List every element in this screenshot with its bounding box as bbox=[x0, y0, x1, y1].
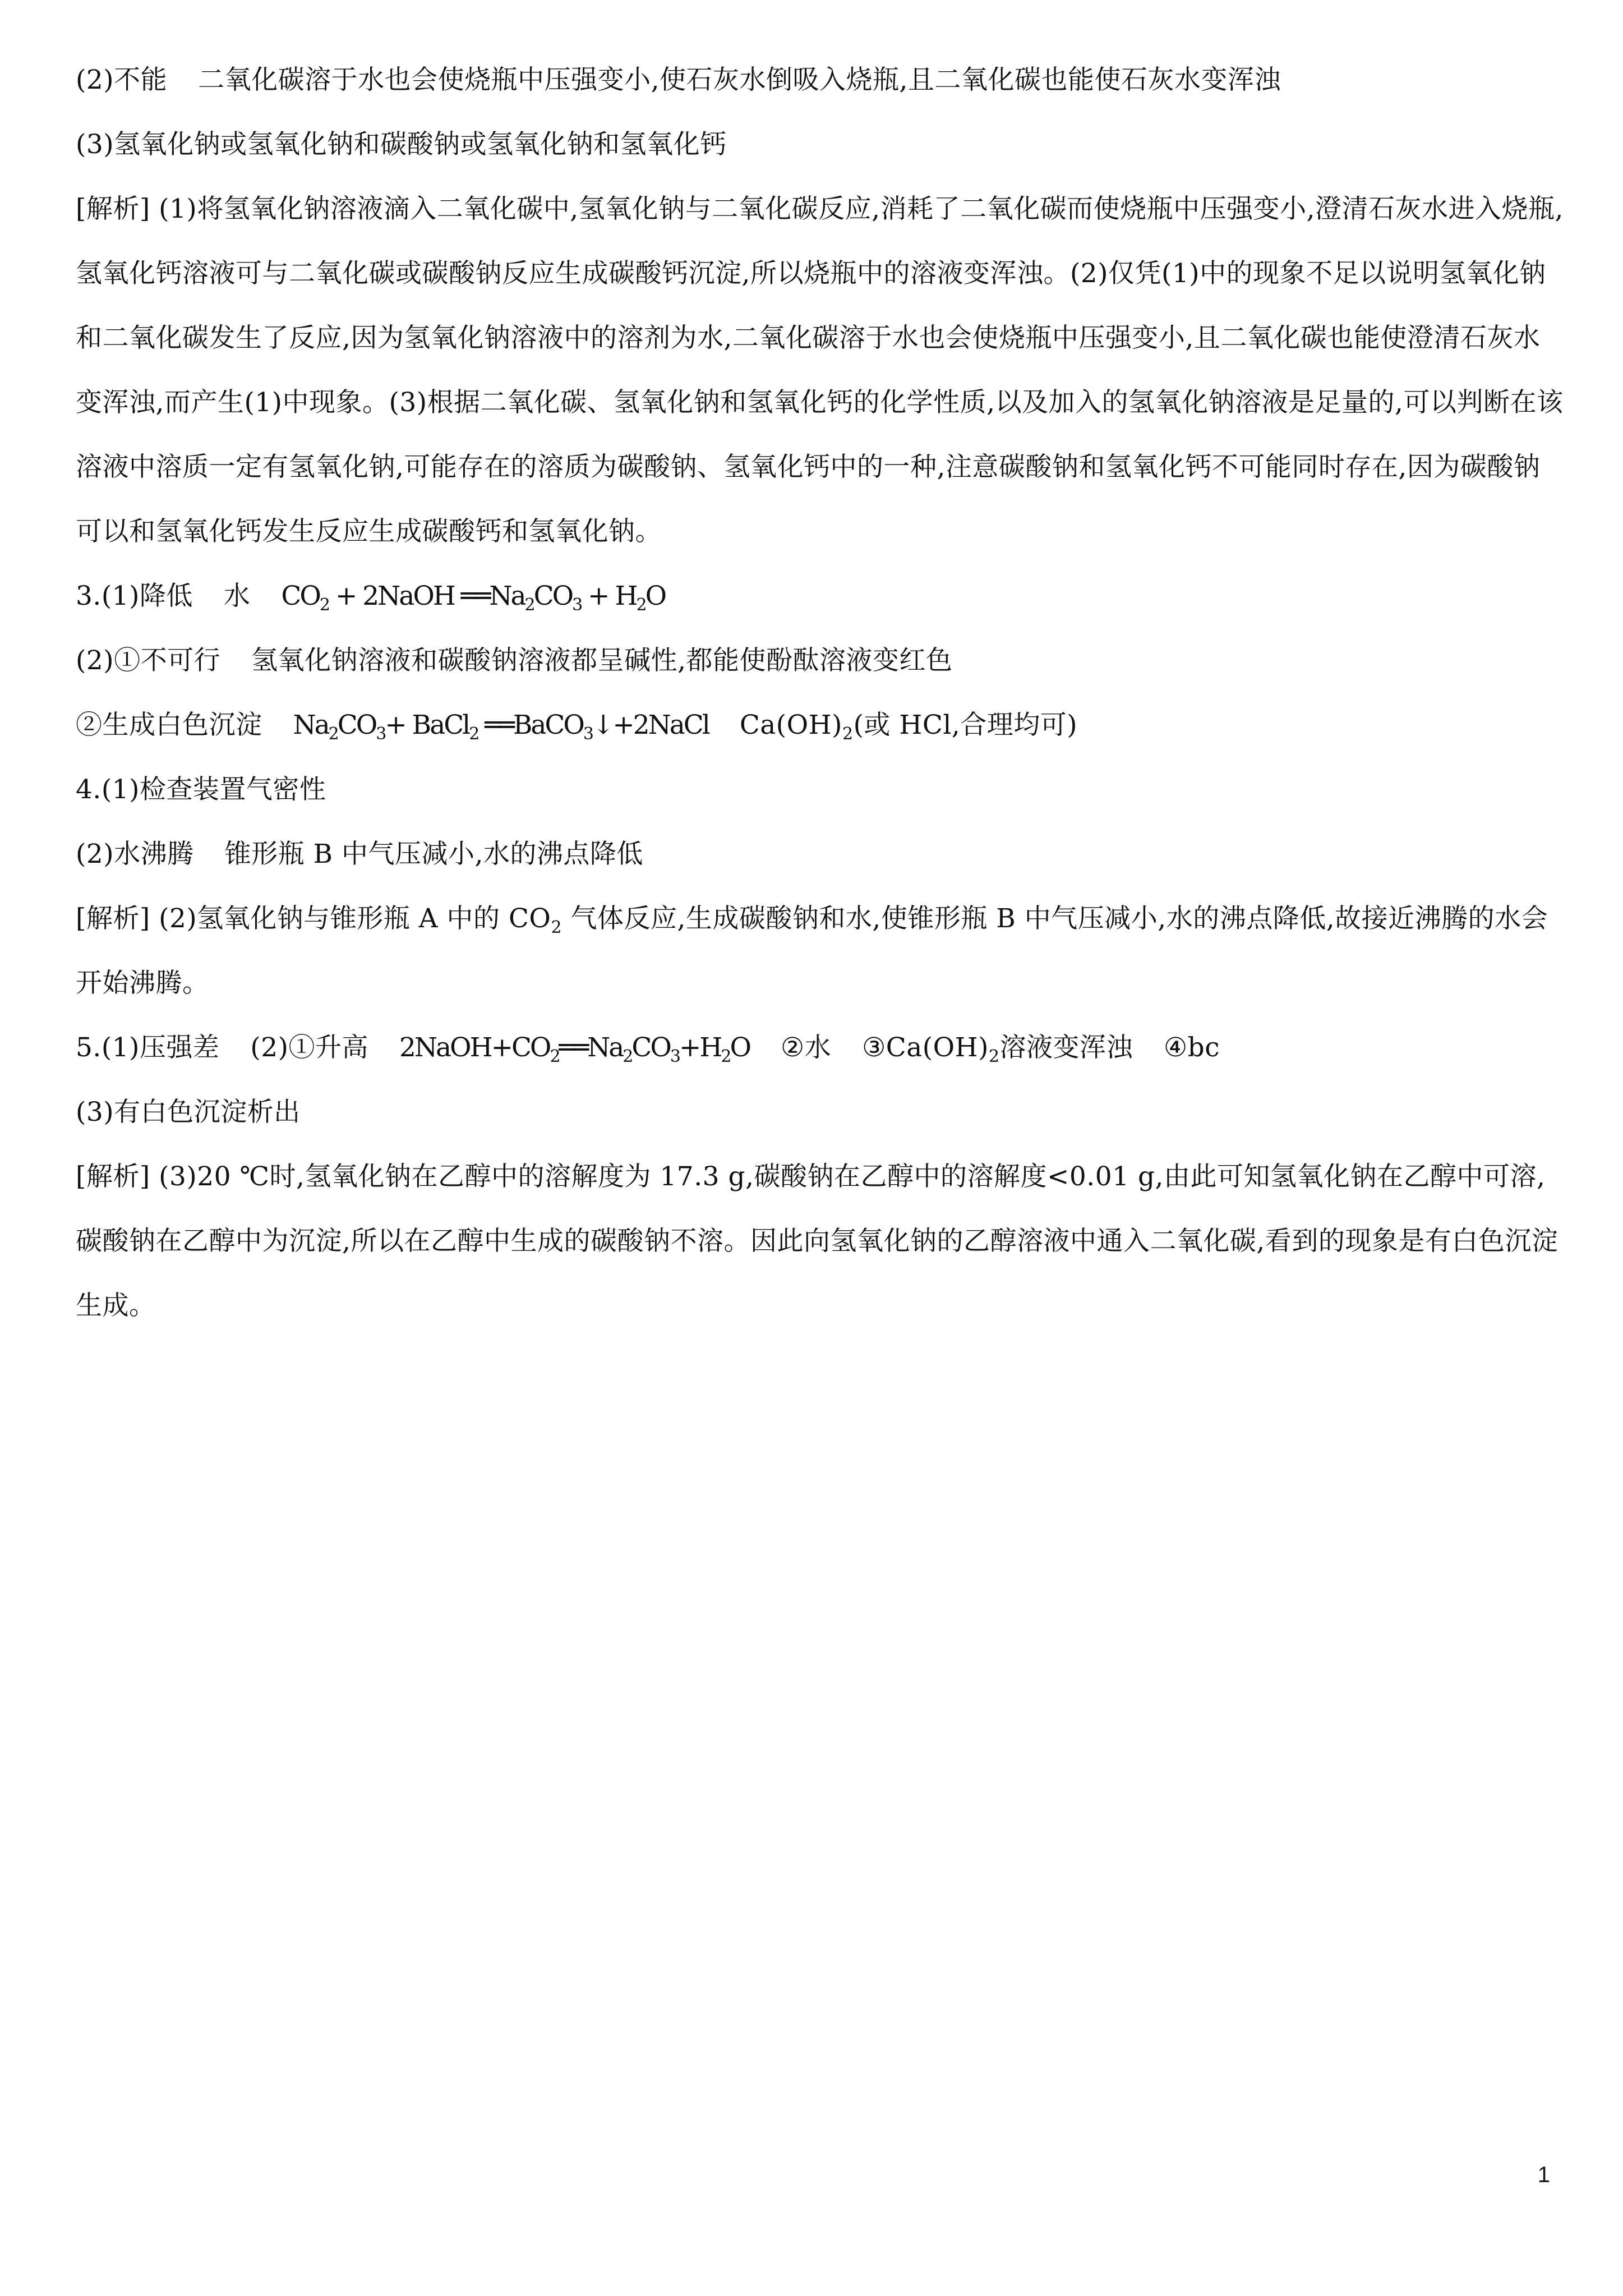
answer-2 bbox=[76, 48, 1565, 112]
analysis-paragraph-2: [解析] (2)氢氧化钠与锥形瓶 A 中的 $CO_2$ 气体反应,生成碳酸钠和水,使锥形瓶 B 中气压减小,水的沸点降低,故接近沸腾的水会开始沸腾。 bbox=[76, 903, 1548, 999]
answer-label: (2)①升高 bbox=[250, 1032, 368, 1063]
question-3-3 bbox=[76, 693, 1565, 757]
question-5 bbox=[76, 1015, 1565, 1080]
answer-text: ②水 bbox=[781, 1032, 832, 1063]
answer-label: (2)不能 bbox=[76, 65, 168, 95]
page-number: 1 bbox=[1537, 2162, 1550, 2187]
answer-3: (3)氢氧化钠或氢氧化钠和碳酸钠或氢氧化钠和氢氧化钙 bbox=[76, 129, 727, 160]
answer-label: ②生成白色沉淀 bbox=[76, 710, 262, 740]
analysis-paragraph-1: [解析] (1)将氢氧化钠溶液滴入二氧化碳中,氢氧化钠与二氧化碳反应,消耗了二氧化碳而使烧瓶中压强变小,澄清石灰水进入烧瓶,氢氧化钙溶液可与二氧化碳或碳酸钠反应生成碳酸钙沉淀,所以烧瓶中的溶液变浑浊。(2)仅凭(1)中的现象不足以说明氢氧化钠和二氧化碳发生了反应,因为氢氧化钠溶液中的溶剂为水,二氧化碳溶于水也会使烧瓶中压强变小,且二氧化碳也能使澄清石灰水变浑浊,而产生(1)中现象。(3)根据二氧化碳、氢氧化钠和氢氧化钙的化学性质,以及加入的氢氧化钠溶液是足量的,可以判断在该溶液中溶质一定有氢氧化钠,可能存在的溶质为碳酸钠、氢氧化钙中的一种,注意碳酸钠和氢氧化钙不可能同时存在,因为碳酸钠可以和氢氧化钙发生反应生成碳酸钙和氢氧化钠。 bbox=[76, 194, 1564, 547]
question-3-2 bbox=[76, 628, 1565, 693]
answer-label: 3.(1)降低 bbox=[76, 581, 193, 611]
answer-text: 水 bbox=[223, 581, 251, 611]
answer-text: 二氧化碳溶于水也会使烧瓶中压强变小,使石灰水倒吸入烧瓶,且二氧化碳也能使石灰水变浑浊 bbox=[198, 65, 1281, 95]
question-4-2 bbox=[76, 822, 1565, 886]
analysis-paragraph-3: [解析] (3)20 ℃时,氢氧化钠在乙醇中的溶解度为 17.3 g,碳酸钠在乙醇中的溶解度<0.01 g,由此可知氢氧化钠在乙醇中可溶,碳酸钠在乙醇中为沉淀,所以在乙醇中生成的碳酸钠不溶。因此向氢氧化钠的乙醇溶液中通入二氧化碳,看到的现象是有白色沉淀生成。 bbox=[76, 1161, 1559, 1321]
question-3-1 bbox=[76, 564, 1565, 628]
answer-label: (2)①不可行 bbox=[76, 645, 221, 676]
answer-label: 5.(1)压强差 bbox=[76, 1032, 220, 1063]
answer-text: 锥形瓶 B 中气压减小,水的沸点降低 bbox=[224, 839, 643, 869]
question-4-1: 4.(1)检查装置气密性 bbox=[76, 774, 326, 805]
document-body bbox=[76, 48, 1565, 1338]
chemical-equation: $Na_2CO_3+$ BaCl$_2$ ══BaCO$_3$↓+2NaCl bbox=[293, 710, 709, 744]
answer-text: ④bc bbox=[1164, 1032, 1220, 1063]
answer-text: $③Ca(OH)_2$溶液变浑浊 bbox=[862, 1032, 1133, 1066]
question-5-3: (3)有白色沉淀析出 bbox=[76, 1097, 301, 1128]
chemical-equation: $2NaOH+CO_2══Na_2CO_3+H_2O$ bbox=[399, 1032, 750, 1066]
chemical-equation: $CO_2$ + 2NaOH $══Na_2CO_3 + H_2O$ bbox=[281, 581, 666, 615]
reagent-answer: $Ca(OH)_2$(或 HCl,合理均可) bbox=[739, 710, 1078, 744]
answer-text: 氢氧化钠溶液和碳酸钠溶液都呈碱性,都能使酚酞溶液变红色 bbox=[251, 645, 953, 676]
answer-label: (2)水沸腾 bbox=[76, 839, 194, 869]
